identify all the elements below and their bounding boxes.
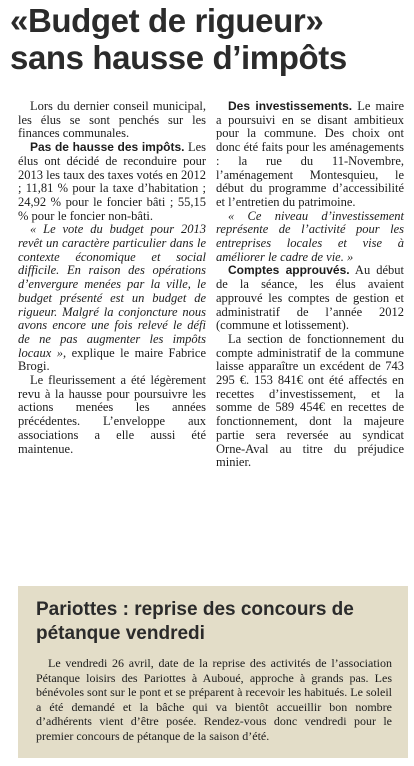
petanque-box-title: Pariottes : reprise des concours de pétanque vendredi — [36, 599, 354, 644]
investment-quote-text: « Ce niveau d’investissement représente de l’activité pour les entreprises locales et vise à améliorer le cadre de vie. » — [216, 208, 404, 264]
article-column-left — [18, 100, 206, 456]
headline-line-2: sans hausse d’impôts — [10, 39, 347, 76]
article-flowering: Le fleurissement a été légèrement revu à la hausse pour poursuivre les actions menées les années précédentes. L’enveloppe aux associations a elle aussi été maintenue. — [18, 373, 206, 456]
section-heading-investments: Des investissements. — [228, 99, 353, 113]
headline-line-1: «Budget de rigueur» — [10, 2, 324, 39]
section-text-taxes: Les élus ont décidé de reconduire pour 2013 les taux des taxes votés en 2012 ; 11,81 % pour la taxe d’habitation ; 24,92 % pour le foncier bâti ; 55,15 % pour le foncier non-bâti. — [18, 140, 206, 223]
headline — [10, 2, 410, 76]
investment-quote — [216, 210, 404, 265]
mayor-quote-text: « Le vote du budget pour 2013 revêt un caractère particulier dans le contexte économique et social difficile. En raison des opérations d’envergure menées par la ville, le budget présenté est un budget de rigueur. Malgré la conjoncture nous avons encore une fois relevé le défi de ne pas augmenter les impôts locaux » — [18, 222, 206, 360]
petanque-news-box — [18, 586, 408, 758]
section-heading-taxes: Pas de hausse des impôts. — [30, 140, 185, 155]
article-operating-section: La section de fonctionnement du compte administratif de la commune laisse apparaître un excédent de 743 295 €. 153 841€ ont été affectés en recettes d’investissement, et la somme de 589 454€ en recettes de fonctionnement, dont la majeure partie sera reversée au syndicat Orne-Aval au titre du préjudice minier. — [216, 331, 404, 470]
article-section-investments — [216, 100, 404, 210]
article-intro: Lors du dernier conseil municipal, les élus se sont penchés sur les finances communales. — [18, 99, 206, 141]
article-section-taxes — [18, 141, 206, 223]
article-section-accounts — [216, 264, 404, 333]
mayor-quote — [18, 223, 206, 374]
section-text-investments: Le maire a poursuivi en se disant ambitieux pour la commune. Des choix ont donc été faits pour les aménagements : la rue du 11-Novembre, l’aménagement Montesquieu, le début du programme d’accessibilité et l’entretien du patrimoine. — [216, 99, 404, 209]
section-text-accounts: Au début de la séance, les élus avaient approuvé les comptes de gestion et administratif de l’année 2012 (commune et lotissement). — [216, 263, 404, 333]
mayor-quote-attribution: , explique le maire Fabrice Brogi. — [18, 345, 206, 374]
article-column-right — [216, 100, 404, 470]
section-heading-accounts: Comptes approuvés. — [228, 263, 350, 278]
petanque-box-body: Le vendredi 26 avril, date de la reprise des activités de l’association Pétanque loisirs des Pariottes à Auboué, approche à grands pas. Les bénévoles sont sur le pont et se préparent à recevoir les habitués. Le soleil a été demandé et la bâche qui va bientôt accueillir bon nombre d’adhérents vient d’être posée. Rendez-vous donc vendredi pour le premier concours de pétanque de la saison d’été. — [36, 656, 392, 743]
